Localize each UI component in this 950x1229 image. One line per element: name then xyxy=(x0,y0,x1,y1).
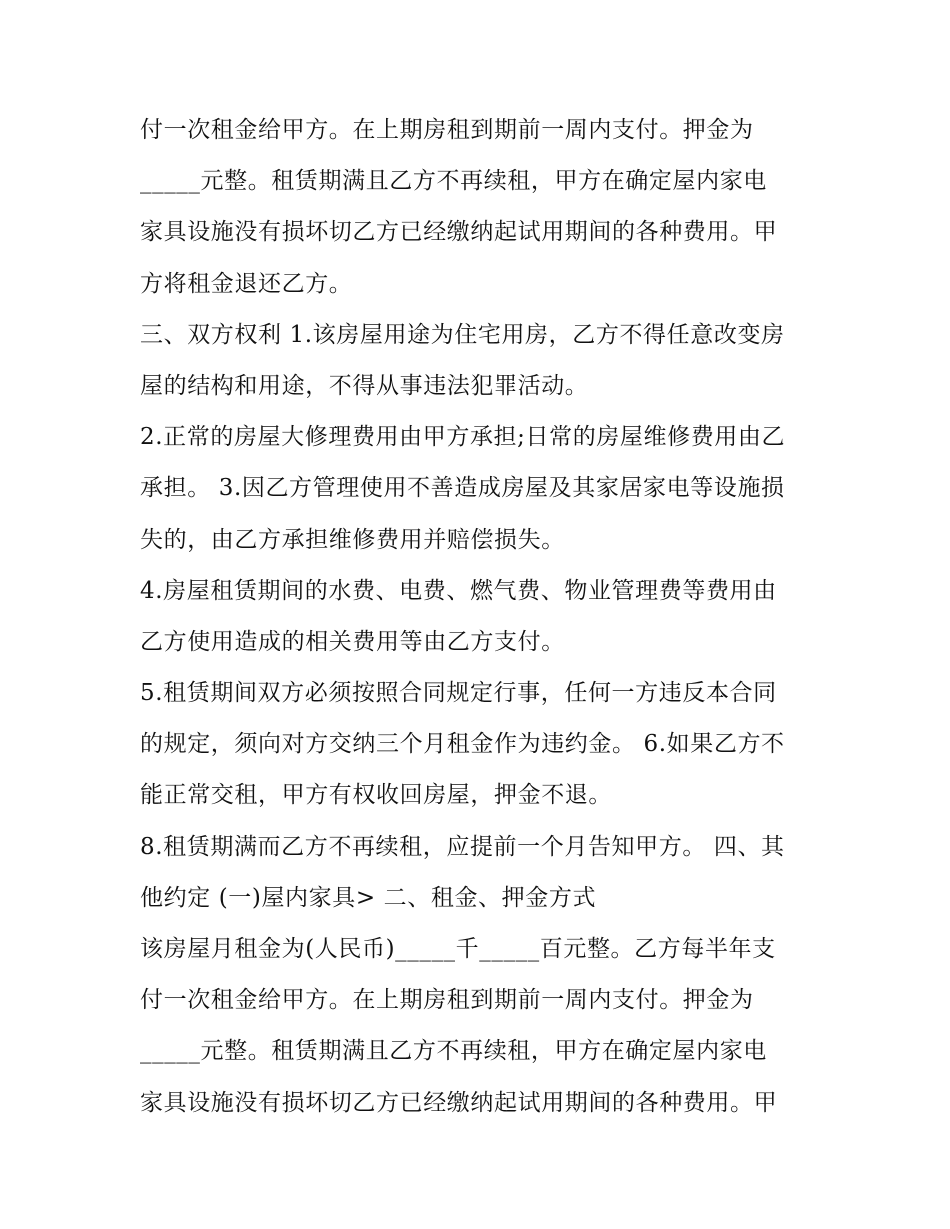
text-line: 8.租赁期满而乙方不再续租，应提前一个月告知甲方。 四、其 xyxy=(140,833,785,860)
text-line: 付一次租金给甲方。在上期房租到期前一周内支付。押金为 xyxy=(140,987,754,1014)
text-line: 4.房屋租赁期间的水费、电费、燃气费、物业管理费等费用由 xyxy=(140,577,777,604)
text-line: _____元整。租赁期满且乙方不再续租，甲方在确定屋内家电 xyxy=(140,1038,767,1065)
text-line: 失的，由乙方承担维修费用并赔偿损失。 xyxy=(140,526,565,553)
text-line: 能正常交租，甲方有权收回房屋，押金不退。 xyxy=(140,782,612,809)
text-line: 5.租赁期间双方必须按照合同规定行事，任何一方违反本合同 xyxy=(140,680,777,707)
text-line: 付一次租金给甲方。在上期房租到期前一周内支付。押金为 xyxy=(140,117,754,143)
text-line: 2.正常的房屋大修理费用由甲方承担;日常的房屋维修费用由乙 xyxy=(140,424,786,451)
text-line: 方将租金退还乙方。 xyxy=(140,270,353,297)
text-line: 屋的结构和用途，不得从事违法犯罪活动。 xyxy=(140,372,589,399)
contract-text xyxy=(140,105,820,1129)
text-line: 他约定 (一)屋内家具> 二、租金、押金方式 xyxy=(140,884,597,911)
text-line: 家具设施没有损坏切乙方已经缴纳起试用期间的各种费用。甲 xyxy=(140,219,778,246)
text-line: 承担。 3.因乙方管理使用不善造成房屋及其家居家电等设施损 xyxy=(140,475,785,502)
text-line: _____元整。租赁期满且乙方不再续租，甲方在确定屋内家电 xyxy=(140,168,767,195)
text-line: 乙方使用造成的相关费用等由乙方支付。 xyxy=(140,628,565,655)
text-line: 家具设施没有损坏切乙方已经缴纳起试用期间的各种费用。甲 xyxy=(140,1089,778,1116)
text-line: 该房屋月租金为(人民币)_____千_____百元整。乙方每半年支 xyxy=(140,936,776,962)
text-line: 的规定，须向对方交纳三个月租金作为违约金。 6.如果乙方不 xyxy=(140,731,785,758)
text-line: 三、双方权利 1.该房屋用途为住宅用房，乙方不得任意改变房 xyxy=(140,321,785,348)
